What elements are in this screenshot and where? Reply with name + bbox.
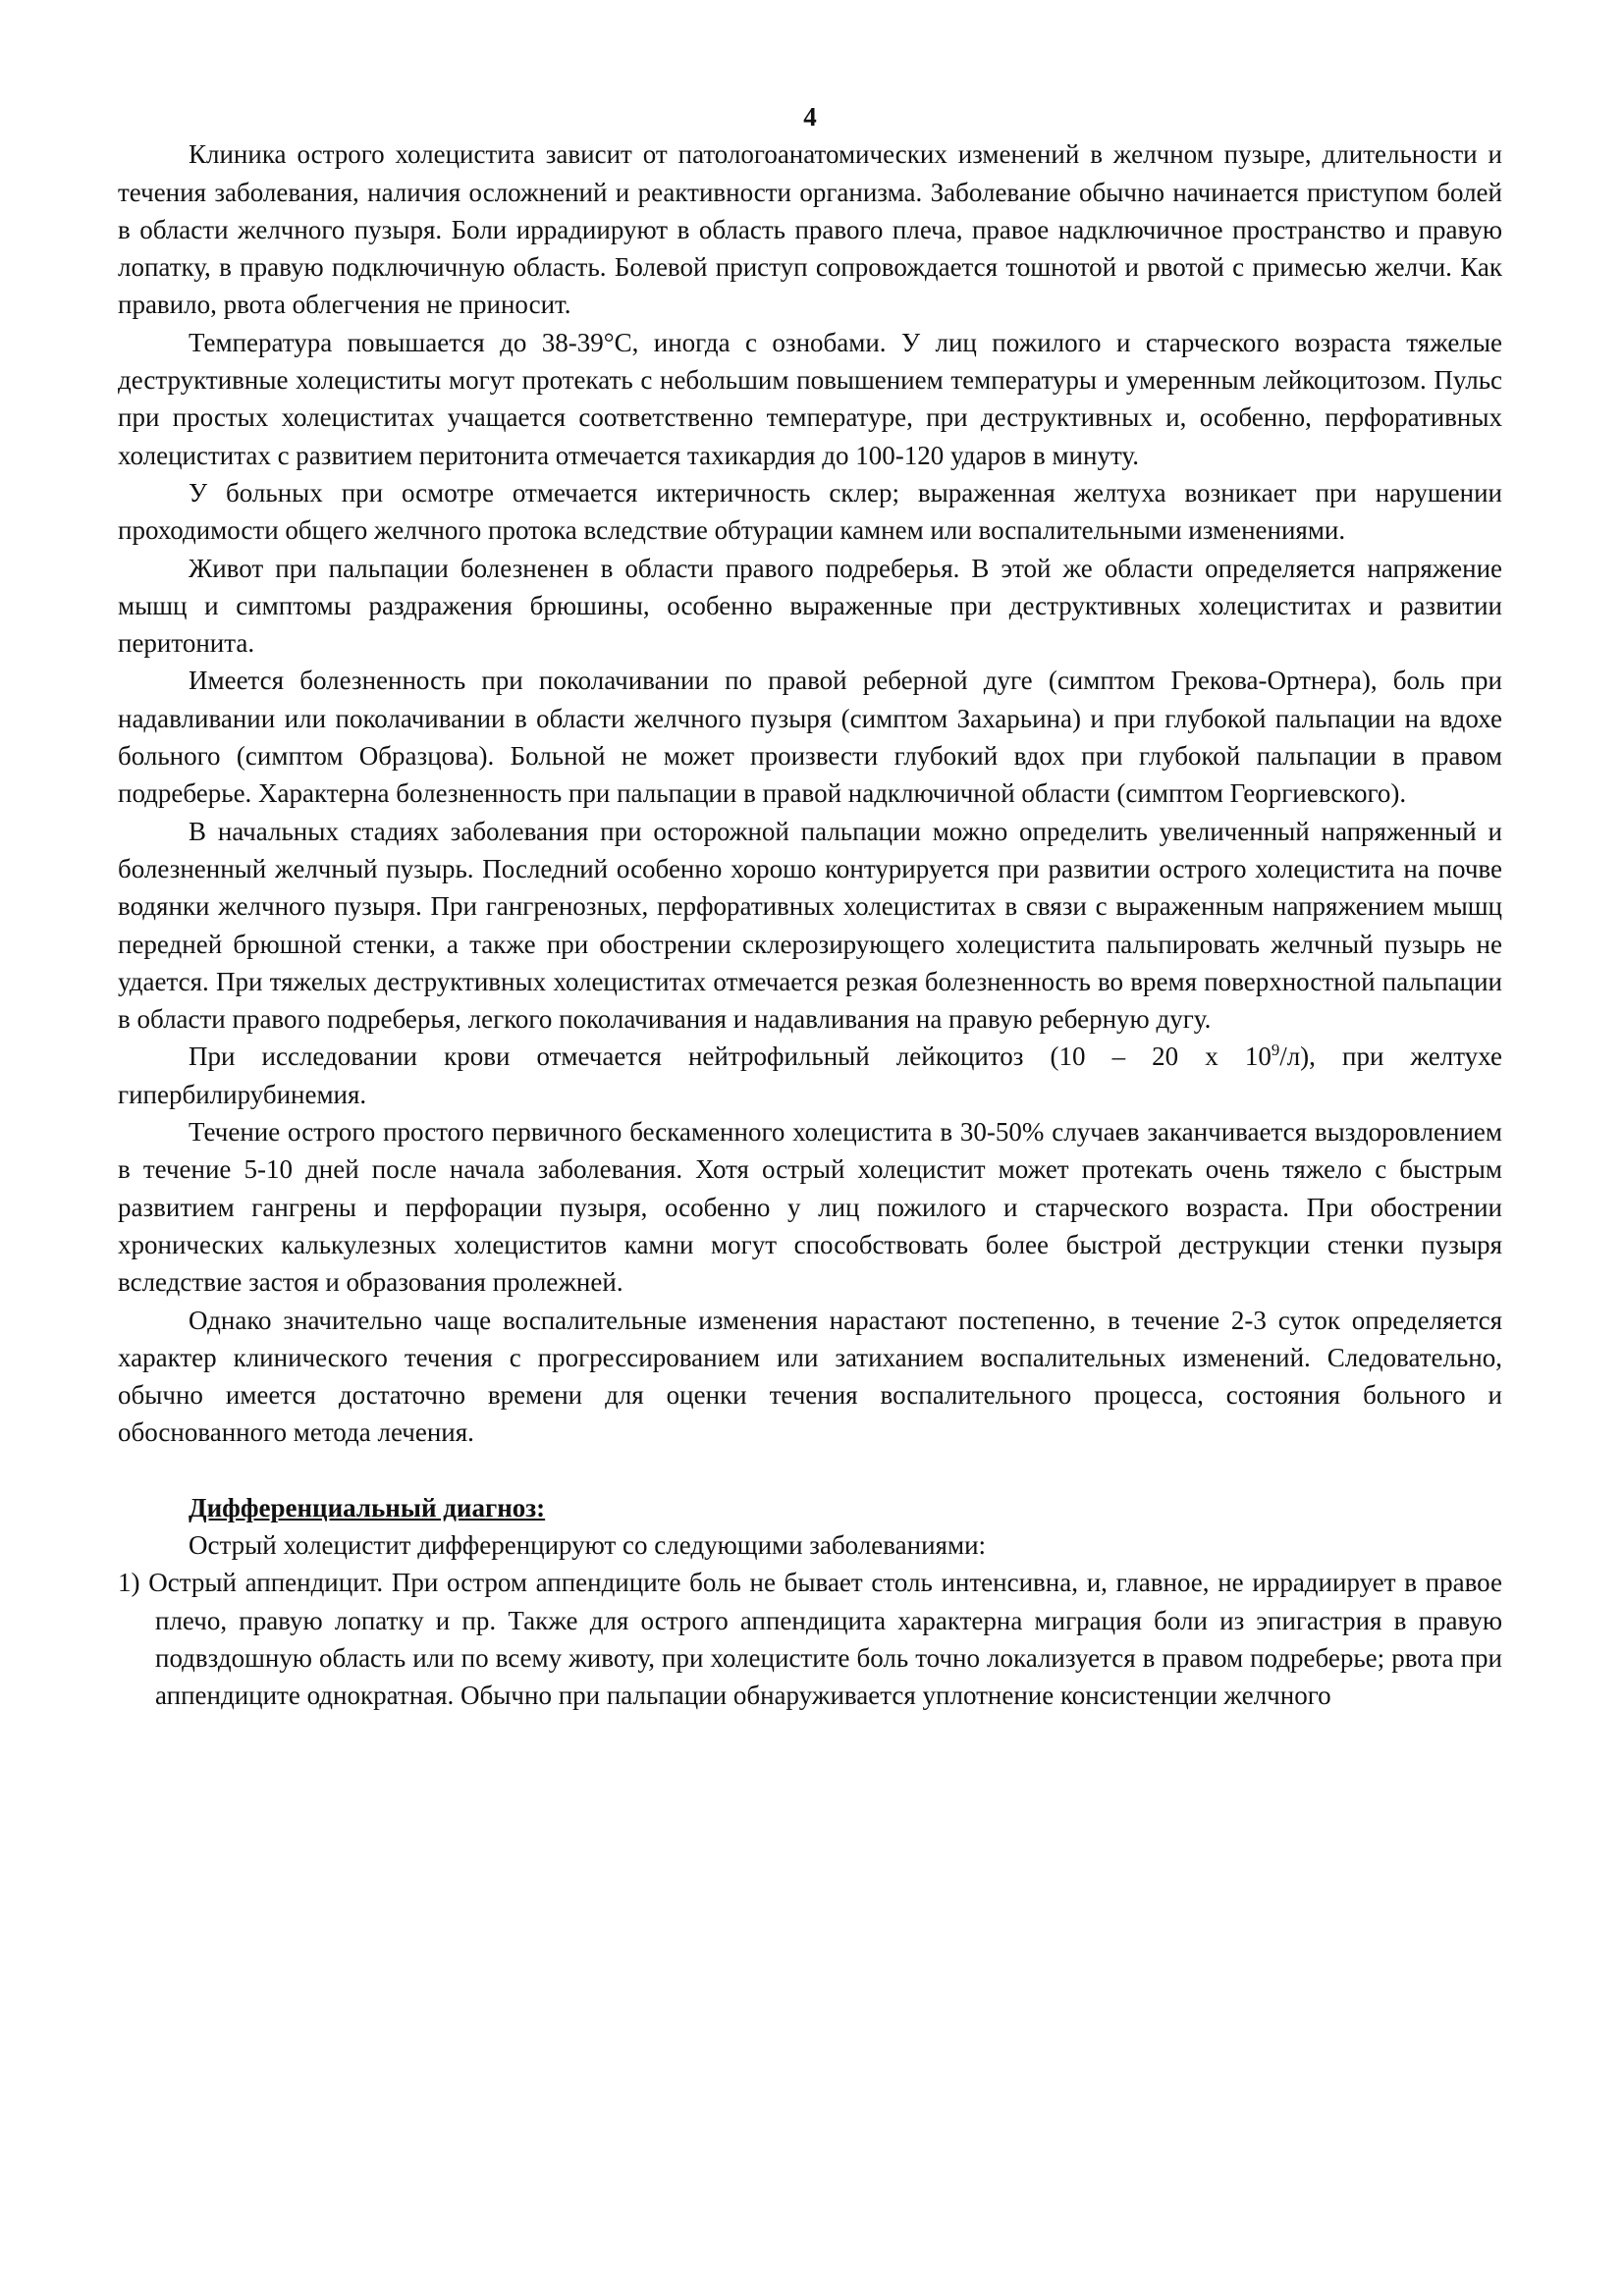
paragraph-blood	[118, 1038, 1502, 1113]
paragraph-clinic: Клиника острого холецистита зависит от патологоанатомических изменений в желчном пузыре, длительности и течения заболевания, наличия осложнений и реактивности организма. Заболевание обычно начинается приступом болей в области желчного пузыря. Боли иррадиируют в область правого плеча, правое надключичное пространство и правую лопатку, в правую подключичную область. Болевой приступ сопровождается тошнотой и рвотой с примесью желчи. Как правило, рвота облегчения не приносит.	[118, 139, 1502, 320]
blood-exponent: 9	[1271, 1041, 1280, 1060]
paragraph-palpation: В начальных стадиях заболевания при осторожной пальпации можно определить увеличенный напряженный и болезненный желчный пузырь. Последний особенно хорошо контурируется при развитии острого холецистита на почве водянки желчного пузыря. При гангренозных, перфоративных холециститах в связи с выраженным напряжением мышц передней брюшной стенки, а также при обострении склерозирующего холецистита пальпировать желчный пузырь не удается. При тяжелых деструктивных холециститах отмечается резкая болезненность во время поверхностной пальпации в области правого подреберья, легкого поколачивания и надавливания на правую реберную дугу.	[118, 816, 1502, 1035]
blood-text-before: При исследовании крови отмечается нейтрофильный лейкоцитоз (10 – 20 х 10	[189, 1041, 1272, 1072]
paragraph-jaundice: У больных при осмотре отмечается иктеричность склер; выраженная желтуха возникает при нарушении проходимости общего желчного протока вследствие обтурации камнем или воспалительными изменениями.	[118, 477, 1502, 546]
paragraph-abdomen: Живот при пальпации болезненен в области правого подреберья. В этой же области определяется напряжение мышц и симптомы раздражения брюшины, особенно выраженные при деструктивных холециститах и развитии перитонита.	[118, 553, 1502, 659]
differential-section	[118, 1489, 1502, 1715]
page-number: 4	[803, 102, 817, 132]
blood-text-after: /л), при желтухе гипербилирубинемия.	[118, 1041, 1502, 1109]
paragraph-temperature: Температура повышается до 38-39°С, иногда с ознобами. У лиц пожилого и старческого возраста тяжелые деструктивные холециститы могут протекать с небольшим повышением температуры и умеренным лейкоцитозом. Пульс при простых холециститах учащается соответственно температуре, при деструктивных и, особенно, перфоративных холециститах с развитием перитонита отмечается тахикардия до 100-120 ударов в минуту.	[118, 327, 1502, 470]
differential-heading: Дифференциальный диагноз:	[189, 1492, 546, 1522]
paragraph-progression: Однако значительно чаще воспалительные изменения нарастают постепенно, в течение 2-3 суток определяется характер клинического течения с прогрессированием или затиханием воспалительных изменений. Следовательно, обычно имеется достаточно времени для оценки течения воспалительного процесса, состояния больного и обоснованного метода лечения.	[118, 1305, 1502, 1448]
document-page	[118, 98, 1502, 1714]
paragraph-course: Течение острого простого первичного бескаменного холецистита в 30-50% случаев заканчивается выздоровлением в течение 5-10 дней после начала заболевания. Хотя острый холецистит может протекать очень тяжело с быстрым развитием гангрены и перфорации пузыря, особенно у лиц пожилого и старческого возраста. При обострении хронических калькулезных холециститов камни могут способствовать более быстрой деструкции стенки пузыря вследствие застоя и образования пролежней.	[118, 1117, 1502, 1298]
differential-item: 1) Острый аппендицит. При остром аппендиците боль не бывает столь интенсивна, и, главное, не иррадиирует в правое плечо, правую лопатку и пр. Также для острого аппендицита характерна миграция боли из эпигастрия в правую подвздошную область или по всему животу, при холецистите боль точно локализуется в правом подреберье; рвота при аппендиците однократная. Обычно при пальпации обнаруживается уплотнение консистенции желчного	[118, 1568, 1502, 1711]
paragraph-symptoms: Имеется болезненность при поколачивании по правой реберной дуге (симптом Грекова-Ортнера), боль при надавливании или поколачивании в области желчного пузыря (симптом Захарьина) и при глубокой пальпации на вдохе больного (симптом Образцова). Больной не может произвести глубокий вдох при глубокой пальпации в правом подреберье. Характерна болезненность при пальпации в правой надключичной области (симптом Георгиевского).	[118, 666, 1502, 809]
differential-intro: Острый холецистит дифференцируют со следующими заболеваниями:	[189, 1529, 987, 1560]
